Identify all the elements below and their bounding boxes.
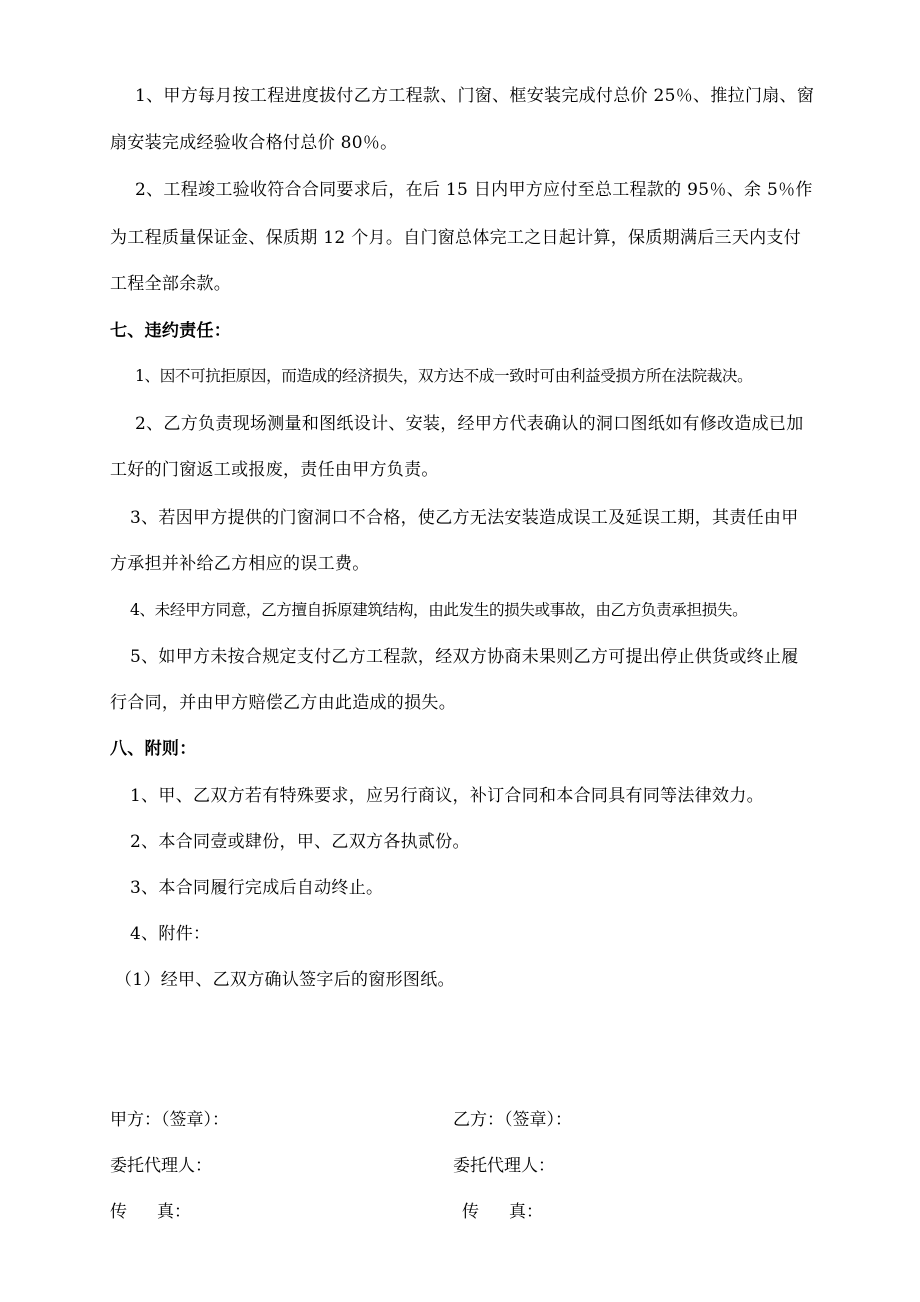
section-7-item-2-line-2: 工好的门窗返工或报废，责任由甲方负责。	[110, 460, 439, 480]
section-8-item-4: 4、附件：	[130, 924, 211, 944]
party-b-signature-label: 乙方：（签章）：	[453, 1110, 572, 1130]
section-7-item-4: 4、未经甲方同意，乙方擅自拆原建筑结构，由此发生的损失或事故，由乙方负责承担损失。	[130, 601, 748, 619]
party-a-fax-char-2: 真：	[157, 1202, 191, 1222]
party-b-fax-label	[462, 1200, 543, 1224]
party-a-fax-char-1: 传	[110, 1202, 127, 1222]
party-a-signature-label: 甲方：（签章）：	[110, 1110, 229, 1130]
party-b-fax-char-1: 传	[462, 1202, 479, 1222]
party-b-fax-char-2: 真：	[509, 1202, 543, 1222]
payment-item-1-line-1: 1、甲方每月按工程进度拔付乙方工程款、门窗、框安装完成付总价 25％、推拉门扇、窗	[135, 86, 815, 106]
party-a-agent-label: 委托代理人：	[110, 1156, 212, 1176]
section-7-item-1: 1、因不可抗拒原因，而造成的经济损失，双方达不成一致时可由利益受损方所在法院裁决。	[135, 367, 753, 385]
section-8-attachment-1: （1）经甲、乙双方确认签字后的窗形图纸。	[115, 970, 455, 990]
section-8-item-2: 2、本合同壹或肆份，甲、乙双方各执贰份。	[130, 832, 470, 852]
party-b-agent-label: 委托代理人：	[453, 1156, 555, 1176]
section-7-item-3-line-2: 方承担并补给乙方相应的误工费。	[110, 554, 370, 574]
payment-item-2-line-2: 为工程质量保证金、保质期 12 个月。自门窗总体完工之日起计算，保质期满后三天内支付	[110, 228, 802, 248]
section-8-title: 八、附则：	[110, 739, 197, 759]
payment-item-1-line-2: 扇安装完成经验收合格付总价 80％。	[110, 133, 398, 153]
section-7-item-5-line-1: 5、如甲方未按合规定支付乙方工程款，经双方协商未果则乙方可提出停止供货或终止履	[130, 647, 799, 667]
section-7-item-5-line-2: 行合同，并由甲方赔偿乙方由此造成的损失。	[110, 693, 456, 713]
party-a-fax-label	[110, 1200, 191, 1224]
payment-item-2-line-3: 工程全部余款。	[110, 274, 232, 294]
section-7-item-3-line-1: 3、若因甲方提供的门窗洞口不合格，使乙方无法安装造成误工及延误工期，其责任由甲	[130, 508, 799, 528]
section-7-item-2-line-1: 2、乙方负责现场测量和图纸设计、安装，经甲方代表确认的洞口图纸如有修改造成已加	[135, 414, 804, 434]
section-8-item-3: 3、本合同履行完成后自动终止。	[130, 878, 384, 898]
section-8-item-1: 1、甲、乙双方若有特殊要求，应另行商议，补订合同和本合同具有同等法律效力。	[130, 786, 764, 806]
section-7-title: 七、违约责任：	[110, 321, 232, 341]
payment-item-2-line-1: 2、工程竣工验收符合合同要求后，在后 15 日内甲方应付至总工程款的 95％、余 5％作	[135, 180, 813, 200]
